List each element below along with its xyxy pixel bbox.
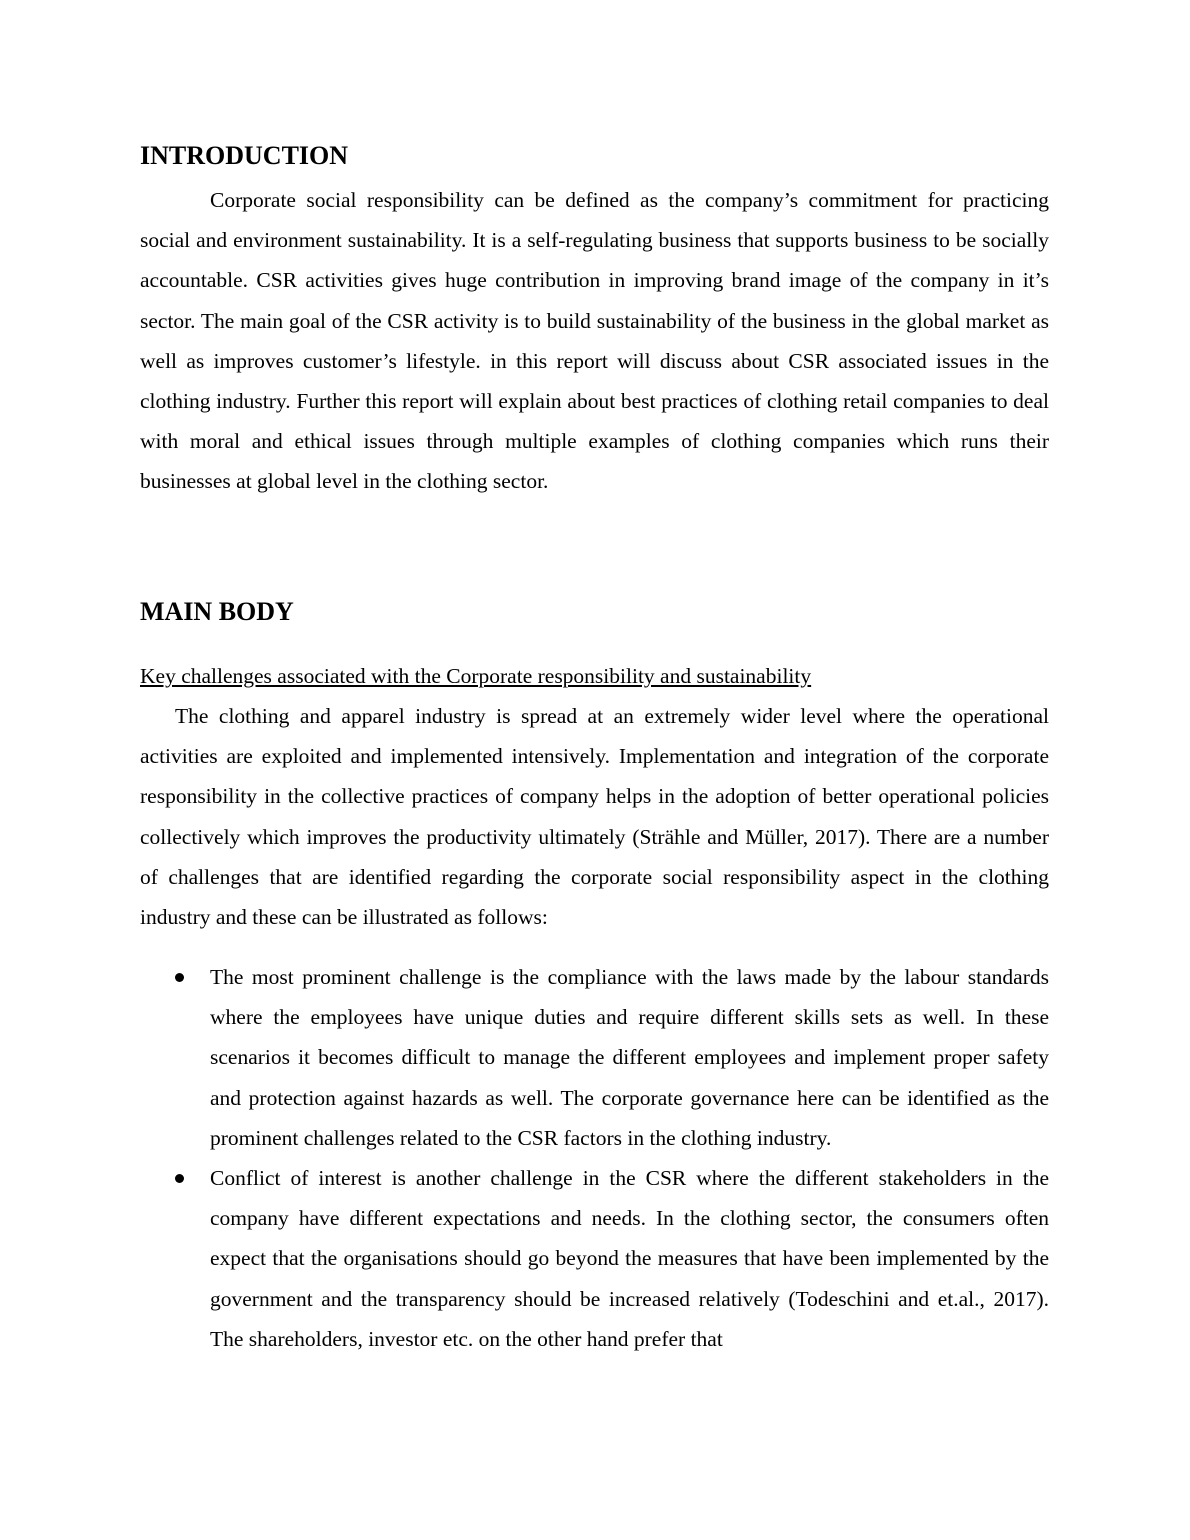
key-challenges-subheading: Key challenges associated with the Corporate responsibility and sustainability — [140, 664, 812, 688]
list-item-text: The most prominent challenge is the compliance with the laws made by the labour standards where the employees have unique duties and require different skills sets as well. In these scenarios it becomes difficult to manage the different employees and implement proper safety and protection against hazards as well. The corporate governance here can be identified as the prominent challenges related to the CSR factors in the clothing industry. — [210, 965, 1049, 1150]
introduction-paragraph: Corporate social responsibility can be defined as the company’s commitment for practicing social and environment sustainability. It is a self-regulating business that supports business to be socially accountable. CSR activities gives huge contribution in improving brand image of the company in it’s sector. The main goal of the CSR activity is to build sustainability of the business in the global market as well as improves customer’s lifestyle. in this report will discuss about CSR associated issues in the clothing industry. Further this report will explain about best practices of clothing retail companies to deal with moral and ethical issues through multiple examples of clothing companies which runs their businesses at global level in the clothing sector. — [140, 188, 1049, 494]
challenges-list — [140, 957, 1049, 1359]
list-item — [140, 1158, 1049, 1359]
list-item-text: Conflict of interest is another challenge in the CSR where the different stakeholders in the company have different expectations and needs. In the clothing sector, the consumers often expect that the organisations should go beyond the measures that have been implemented by the government and the transparency should be increased relatively (Todeschini and et.al., 2017). The shareholders, investor etc. on the other hand prefer that — [210, 1166, 1049, 1351]
main-body-paragraph: The clothing and apparel industry is spread at an extremely wider level where the operational activities are exploited and implemented intensively. Implementation and integration of the corporate responsibility in the collective practices of company helps in the adoption of better operational policies collectively which improves the productivity ultimately (Strähle and Müller, 2017). There are a number of challenges that are identified regarding the corporate social responsibility aspect in the clothing industry and these can be illustrated as follows: — [140, 704, 1049, 930]
list-item — [140, 957, 1049, 1158]
bullet-icon — [175, 1174, 184, 1183]
introduction-heading: INTRODUCTION — [140, 141, 349, 170]
main-body-heading: MAIN BODY — [140, 597, 294, 626]
bullet-icon — [175, 973, 184, 982]
